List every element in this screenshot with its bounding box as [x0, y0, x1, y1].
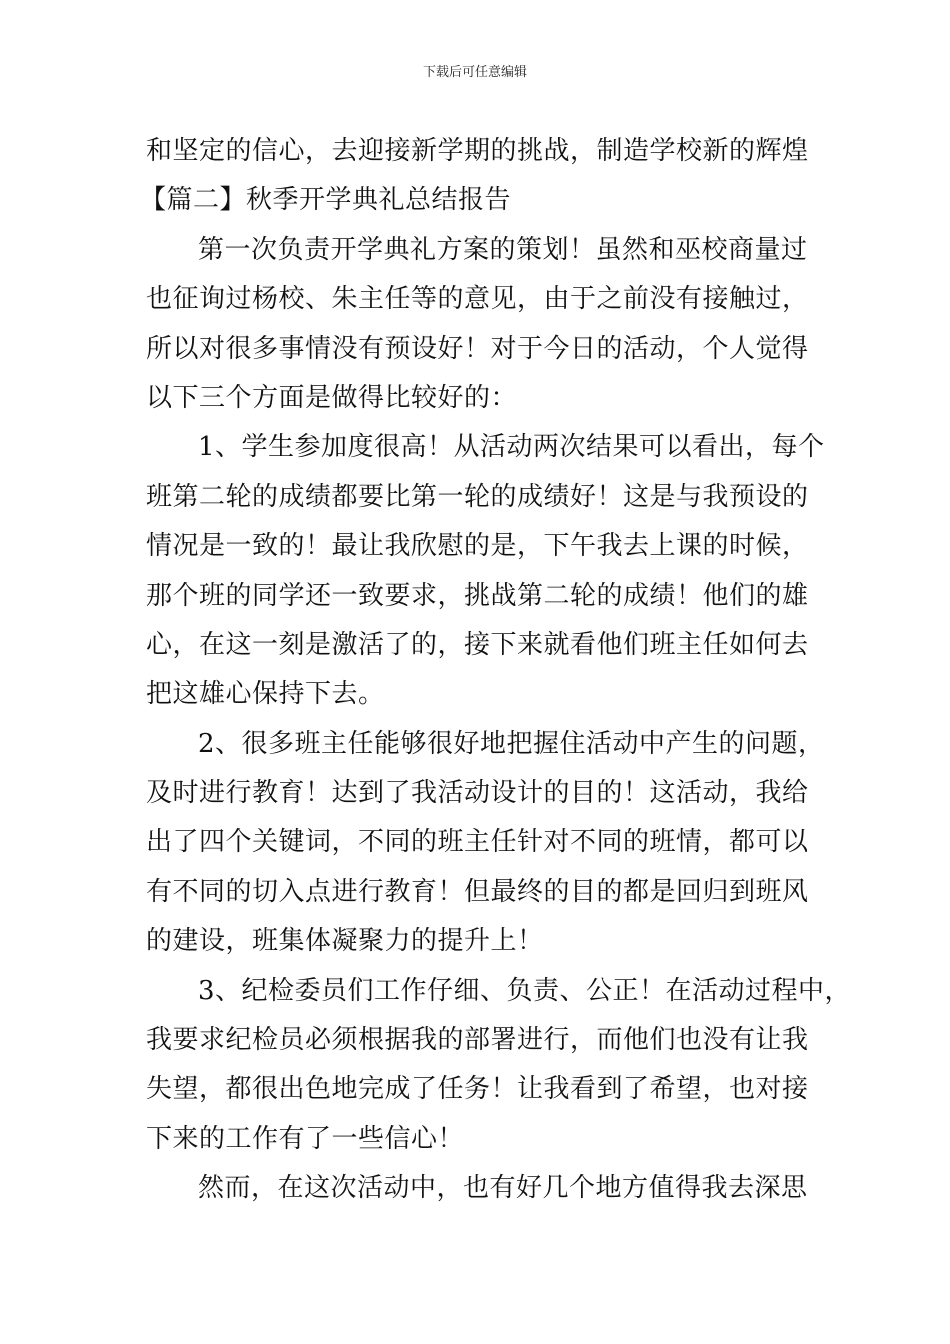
page-header-watermark: 下载后可任意编辑: [422, 65, 527, 80]
text-line: 心，在这一刻是激活了的，接下来就看他们班主任如何去: [146, 629, 809, 660]
text-line: 的建设，班集体凝聚力的提升上！: [146, 926, 544, 957]
paragraph-start: 第一次负责开学典礼方案的策划！虽然和巫校商量过: [198, 234, 808, 265]
text-line: 失望，都很出色地完成了任务！让我看到了希望，也对接: [146, 1074, 809, 1105]
text-line: 我要求纪检员必须根据我的部署进行，而他们也没有让我: [146, 1025, 809, 1056]
text-line: 情况是一致的！最让我欣慰的是，下午我去上课的时候，: [146, 531, 809, 562]
text-line: 那个班的同学还一致要求，挑战第二轮的成绩！他们的雄: [146, 580, 809, 611]
text-line: 把这雄心保持下去。: [146, 679, 385, 710]
text-line: 和坚定的信心，去迎接新学期的挑战，制造学校新的辉煌: [146, 136, 809, 166]
section-title: 【篇二】秋季开学典礼总结报告: [140, 185, 512, 216]
list-item-1: 1、学生参加度很高！从活动两次结果可以看出，每个: [198, 432, 825, 463]
list-item-3: 3、纪检委员们工作仔细、负责、公正！在活动过程中，: [198, 975, 852, 1006]
text-line: 以下三个方面是做得比较好的：: [146, 382, 518, 413]
list-item-2: 2、很多班主任能够很好地把握住活动中产生的问题，: [198, 728, 825, 759]
text-line: 下来的工作有了一些信心！: [146, 1123, 465, 1154]
text-line: 班第二轮的成绩都要比第一轮的成绩好！这是与我预设的: [146, 481, 809, 512]
text-line: 所以对很多事情没有预设好！对于今日的活动，个人觉得: [146, 333, 809, 364]
text-line: 也征询过杨校、朱主任等的意见，由于之前没有接触过，: [146, 284, 809, 315]
document-body: [140, 127, 852, 1214]
text-line: 出了四个关键词，不同的班主任针对不同的班情，都可以: [146, 827, 809, 858]
text-line: 及时进行教育！达到了我活动设计的目的！这活动，我给: [146, 778, 809, 809]
paragraph-start: 然而，在这次活动中，也有好几个地方值得我去深思: [198, 1173, 808, 1204]
text-line: 有不同的切入点进行教育！但最终的目的都是回归到班风: [146, 876, 809, 907]
